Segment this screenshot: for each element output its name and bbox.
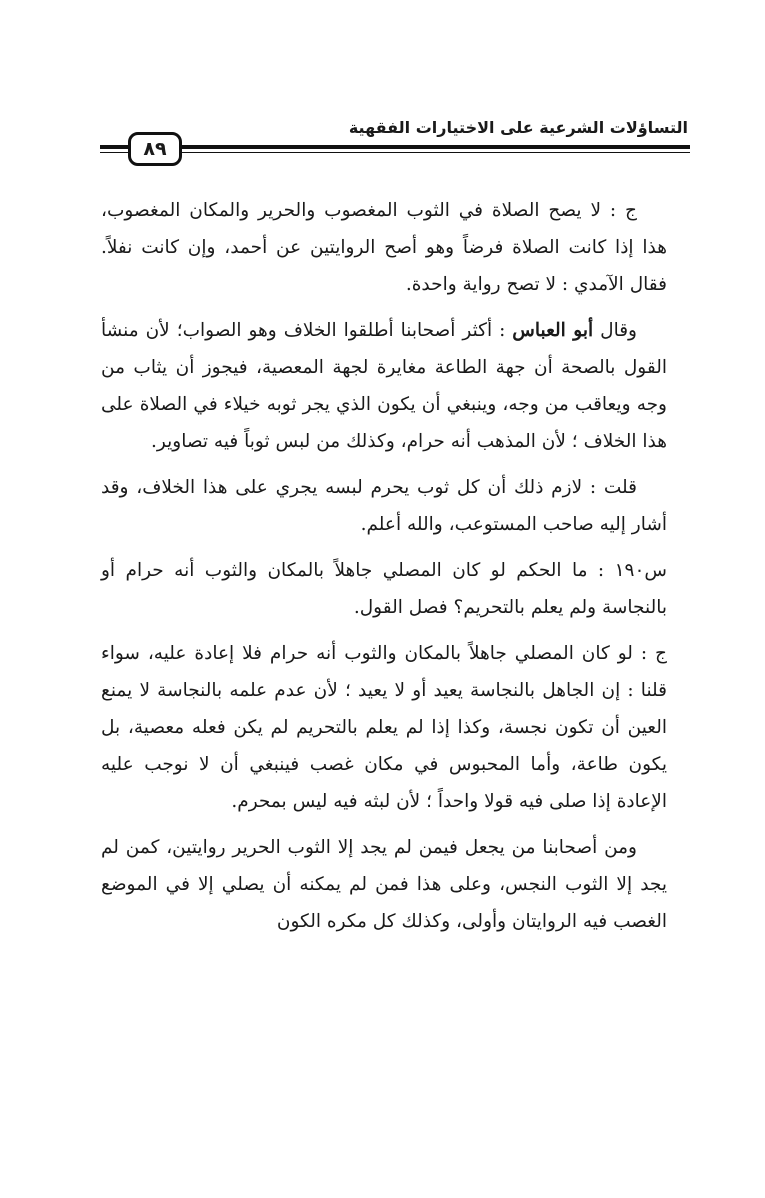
page-header [100,112,690,162]
question-190: س١٩٠ : ما الحكم لو كان المصلي جاهلاً بالمكان والثوب أنه حرام أو بالنجاسة ولم يعلم بالتحريم؟ فصل القول. [101,560,667,618]
paragraph-text: : أكثر أصحابنا أطلقوا الخلاف وهو الصواب؛ لأن منشأ القول بالصحة أن جهة الطاعة مغايرة لجهة المعصية، فيجوز أن يثاب من وجه ويعاقب من وجه، وينبغي أن يكون الذي يجر ثوبه خيلاء في الصلاة على هذا الخلاف ؛ لأن المذهب أنه حرام، وكذلك من لبس ثوباً فيه تصاوير. [101,320,667,452]
paragraph-abu-alabbas [101,312,667,460]
scholar-name: أبو العباس [512,320,594,341]
paragraph-qult: قلت : لازم ذلك أن كل ثوب يحرم لبسه يجري على هذا الخلاف، وقد أشار إليه صاحب المستوعب، والله أعلم. [101,477,667,535]
page-body [101,192,667,949]
header-rule-thin [100,152,690,153]
paragraph-answer-1: ج : لا يصح الصلاة في الثوب المغصوب والحرير والمكان المغصوب، هذا إذا كانت الصلاة فرضاً وهو أصح الروايتين عن أحمد، وإن كانت نفلاً. فقال الآمدي : لا تصح رواية واحدة. [101,200,667,295]
page-number: ٨٩ [128,132,182,166]
paragraph-ashabuna: ومن أصحابنا من يجعل فيمن لم يجد إلا الثوب الحرير روايتين، كمن لم يجد إلا الثوب النجس، وعلى هذا فمن لم يمكنه أن يصلي إلا في الموضع الغصب فيه الروايتان وأولى، وكذلك كل مكره الكون [101,837,667,932]
paragraph-answer-190: ج : لو كان المصلي جاهلاً بالمكان والثوب أنه حرام فلا إعادة عليه، سواء قلنا : إن الجاهل بالنجاسة يعيد أو لا يعيد ؛ لأن عدم علمه بالنجاسة لا يمنع العين أن تكون نجسة، وكذا إذا لم يعلم بالتحريم لم يكن فعله معصية، بل يكون طاعة، وأما المحبوس في مكان غصب فينبغي أن لا نوجب عليه الإعادة إذا صلى فيه قولا واحداً ؛ لأن لبثه فيه ليس بمحرم. [101,643,667,812]
running-title: التساؤلات الشرعية على الاختيارات الفقهية [348,118,688,137]
paragraph-prefix: وقال [593,320,637,341]
header-rule-thick [100,145,690,149]
